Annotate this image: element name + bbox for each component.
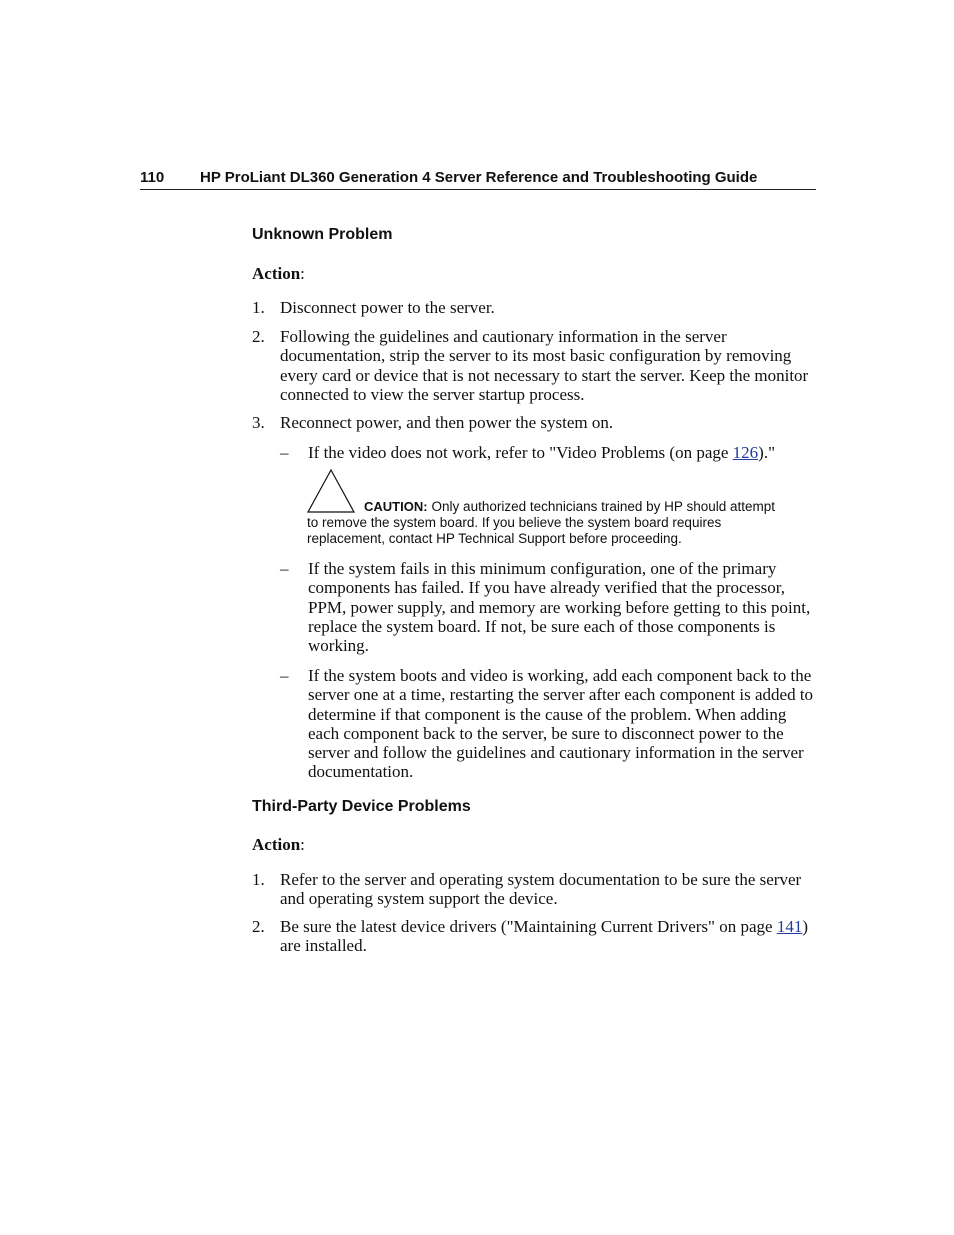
section-heading-third-party: Third-Party Device Problems (252, 798, 471, 815)
page-number: 110 (140, 169, 165, 186)
caution-note (307, 468, 777, 550)
action-label: Action: (252, 835, 305, 854)
guide-title: HP ProLiant DL360 Generation 4 Server Reference and Troubleshooting Guide (200, 169, 758, 186)
caution-text: Only authorized technicians trained by HP should attempt to remove the system board. If you believe the system board requires replacement, contact HP Technical Support before proceeding. (307, 499, 775, 547)
section-heading-unknown-problem: Unknown Problem (252, 226, 393, 243)
page-link-126[interactable]: 126 (732, 443, 759, 462)
caution-label: CAUTION: (364, 499, 428, 514)
action-label: Action: (252, 264, 305, 283)
running-header (140, 168, 816, 190)
page-link-141[interactable]: 141 (776, 917, 803, 936)
document-page: 110 HP ProLiant DL360 Generation 4 Server Reference and Troubleshooting Guide Unknown Problem Action: 1. Disconnect power to the server. 2. Following the guidelines and cautionary information in the server documentation, strip the server to its most basic configuration by removing every card or device that is not necessary to start the server. Keep the monitor connected to view the server startup process. 3. Reconnect power, and then power the system on. – If the video does not work, refer to "Video Problems (on page 126)." CAUTION: Only authorized technicians trained by HP should attempt to remove the system board. If you believe the system board requires replacement, contact HP Technical Support before proceeding. – If the system fails in this minimum configuration, one of the primary components has failed. If you have already verified that the processor, PPM, power supply, and memory are working before getting to this point, replace the system board. If not, be sure each of those components is working. – If the system boots and video is working, add each component back to the server one at a time, restarting the server after each component is added to determine if that component is the cause of the problem. When adding each component back to the server, be sure to disconnect power to the server and follow the guidelines and cautionary information in the server documentation. Third-Party Device Problems Action: 1. Refer to the server and operating system documentation to be sure the server and operating system support the device. 2. Be sure the latest device drivers ("Maintaining Current Drivers" on page 141) are installed. (0, 0, 954, 1235)
